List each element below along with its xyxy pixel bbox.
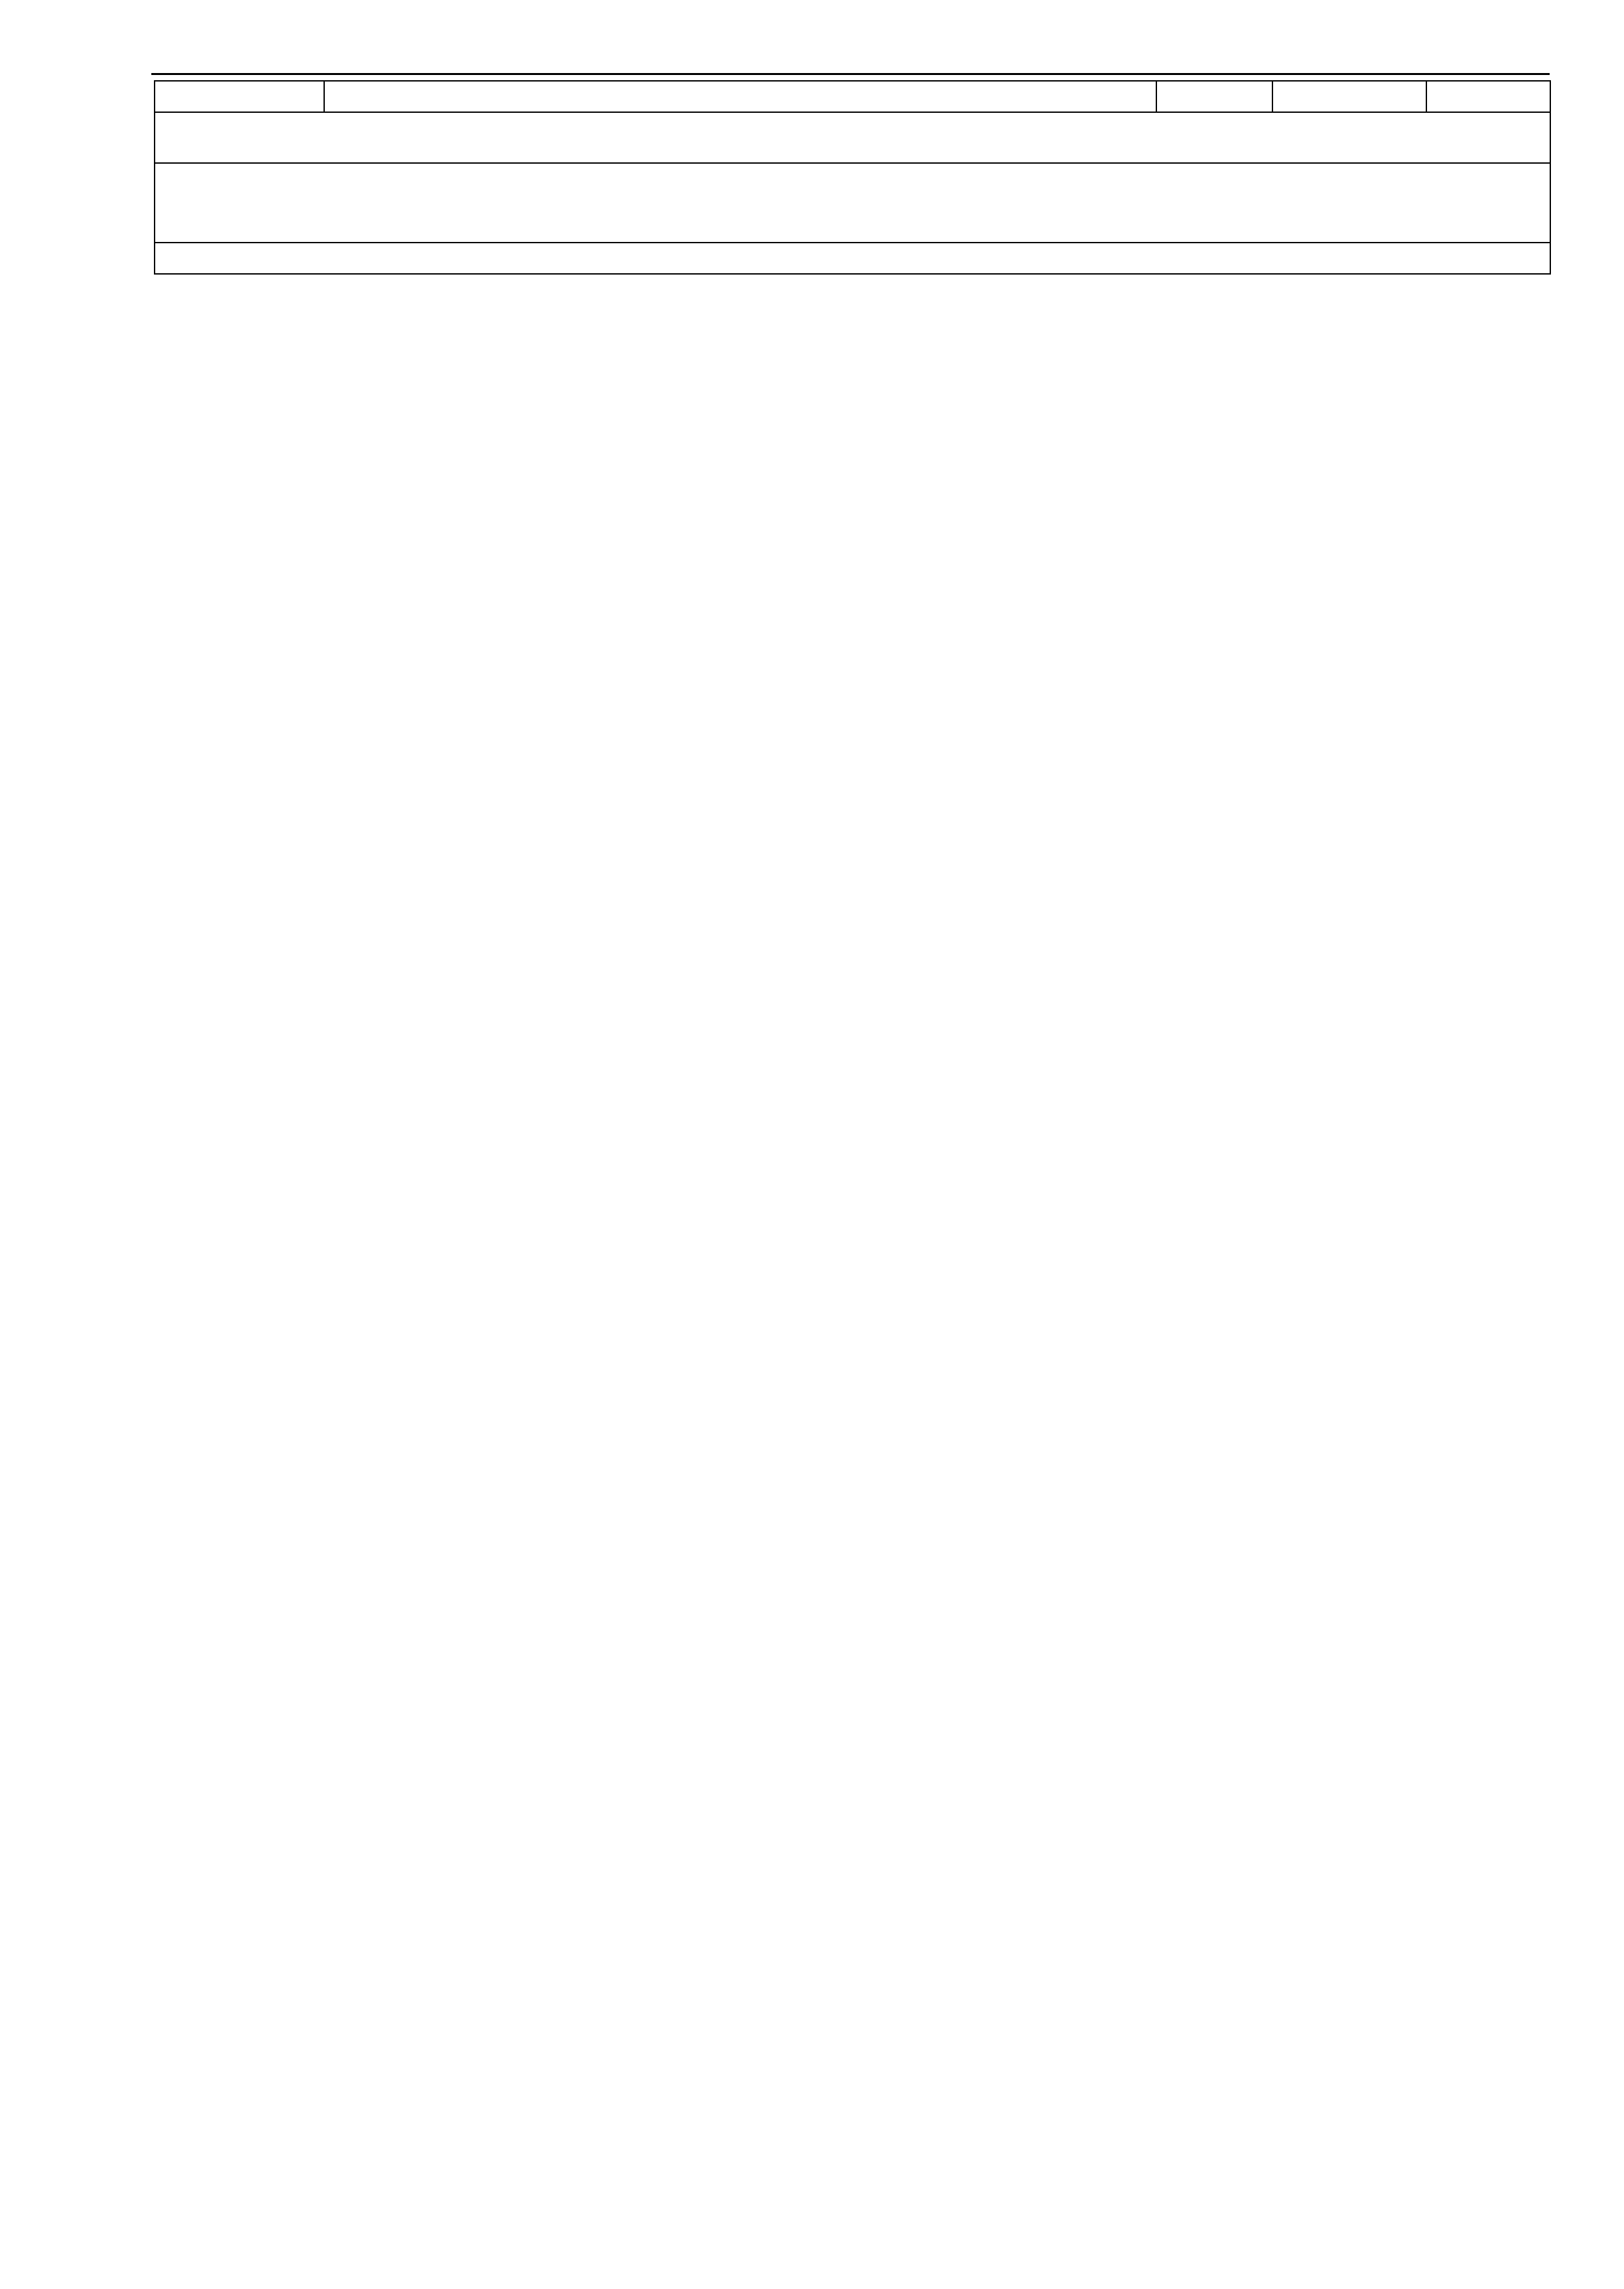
section-title	[155, 112, 1550, 163]
column-number	[324, 81, 1156, 112]
table-title-row	[155, 163, 1550, 243]
price-table	[154, 80, 1551, 275]
table-body-top	[155, 81, 1550, 112]
column-number	[1272, 81, 1426, 112]
measure-line	[160, 164, 1544, 192]
column-number	[1426, 81, 1550, 112]
column-number-row	[155, 81, 1550, 112]
column-number	[1156, 81, 1272, 112]
table-description	[155, 243, 1550, 274]
column-number	[155, 81, 324, 112]
section-row	[155, 112, 1550, 163]
table-body-section	[155, 112, 1550, 274]
table-title-cell	[155, 163, 1550, 243]
page-header	[151, 39, 1550, 75]
description-row	[155, 243, 1550, 274]
